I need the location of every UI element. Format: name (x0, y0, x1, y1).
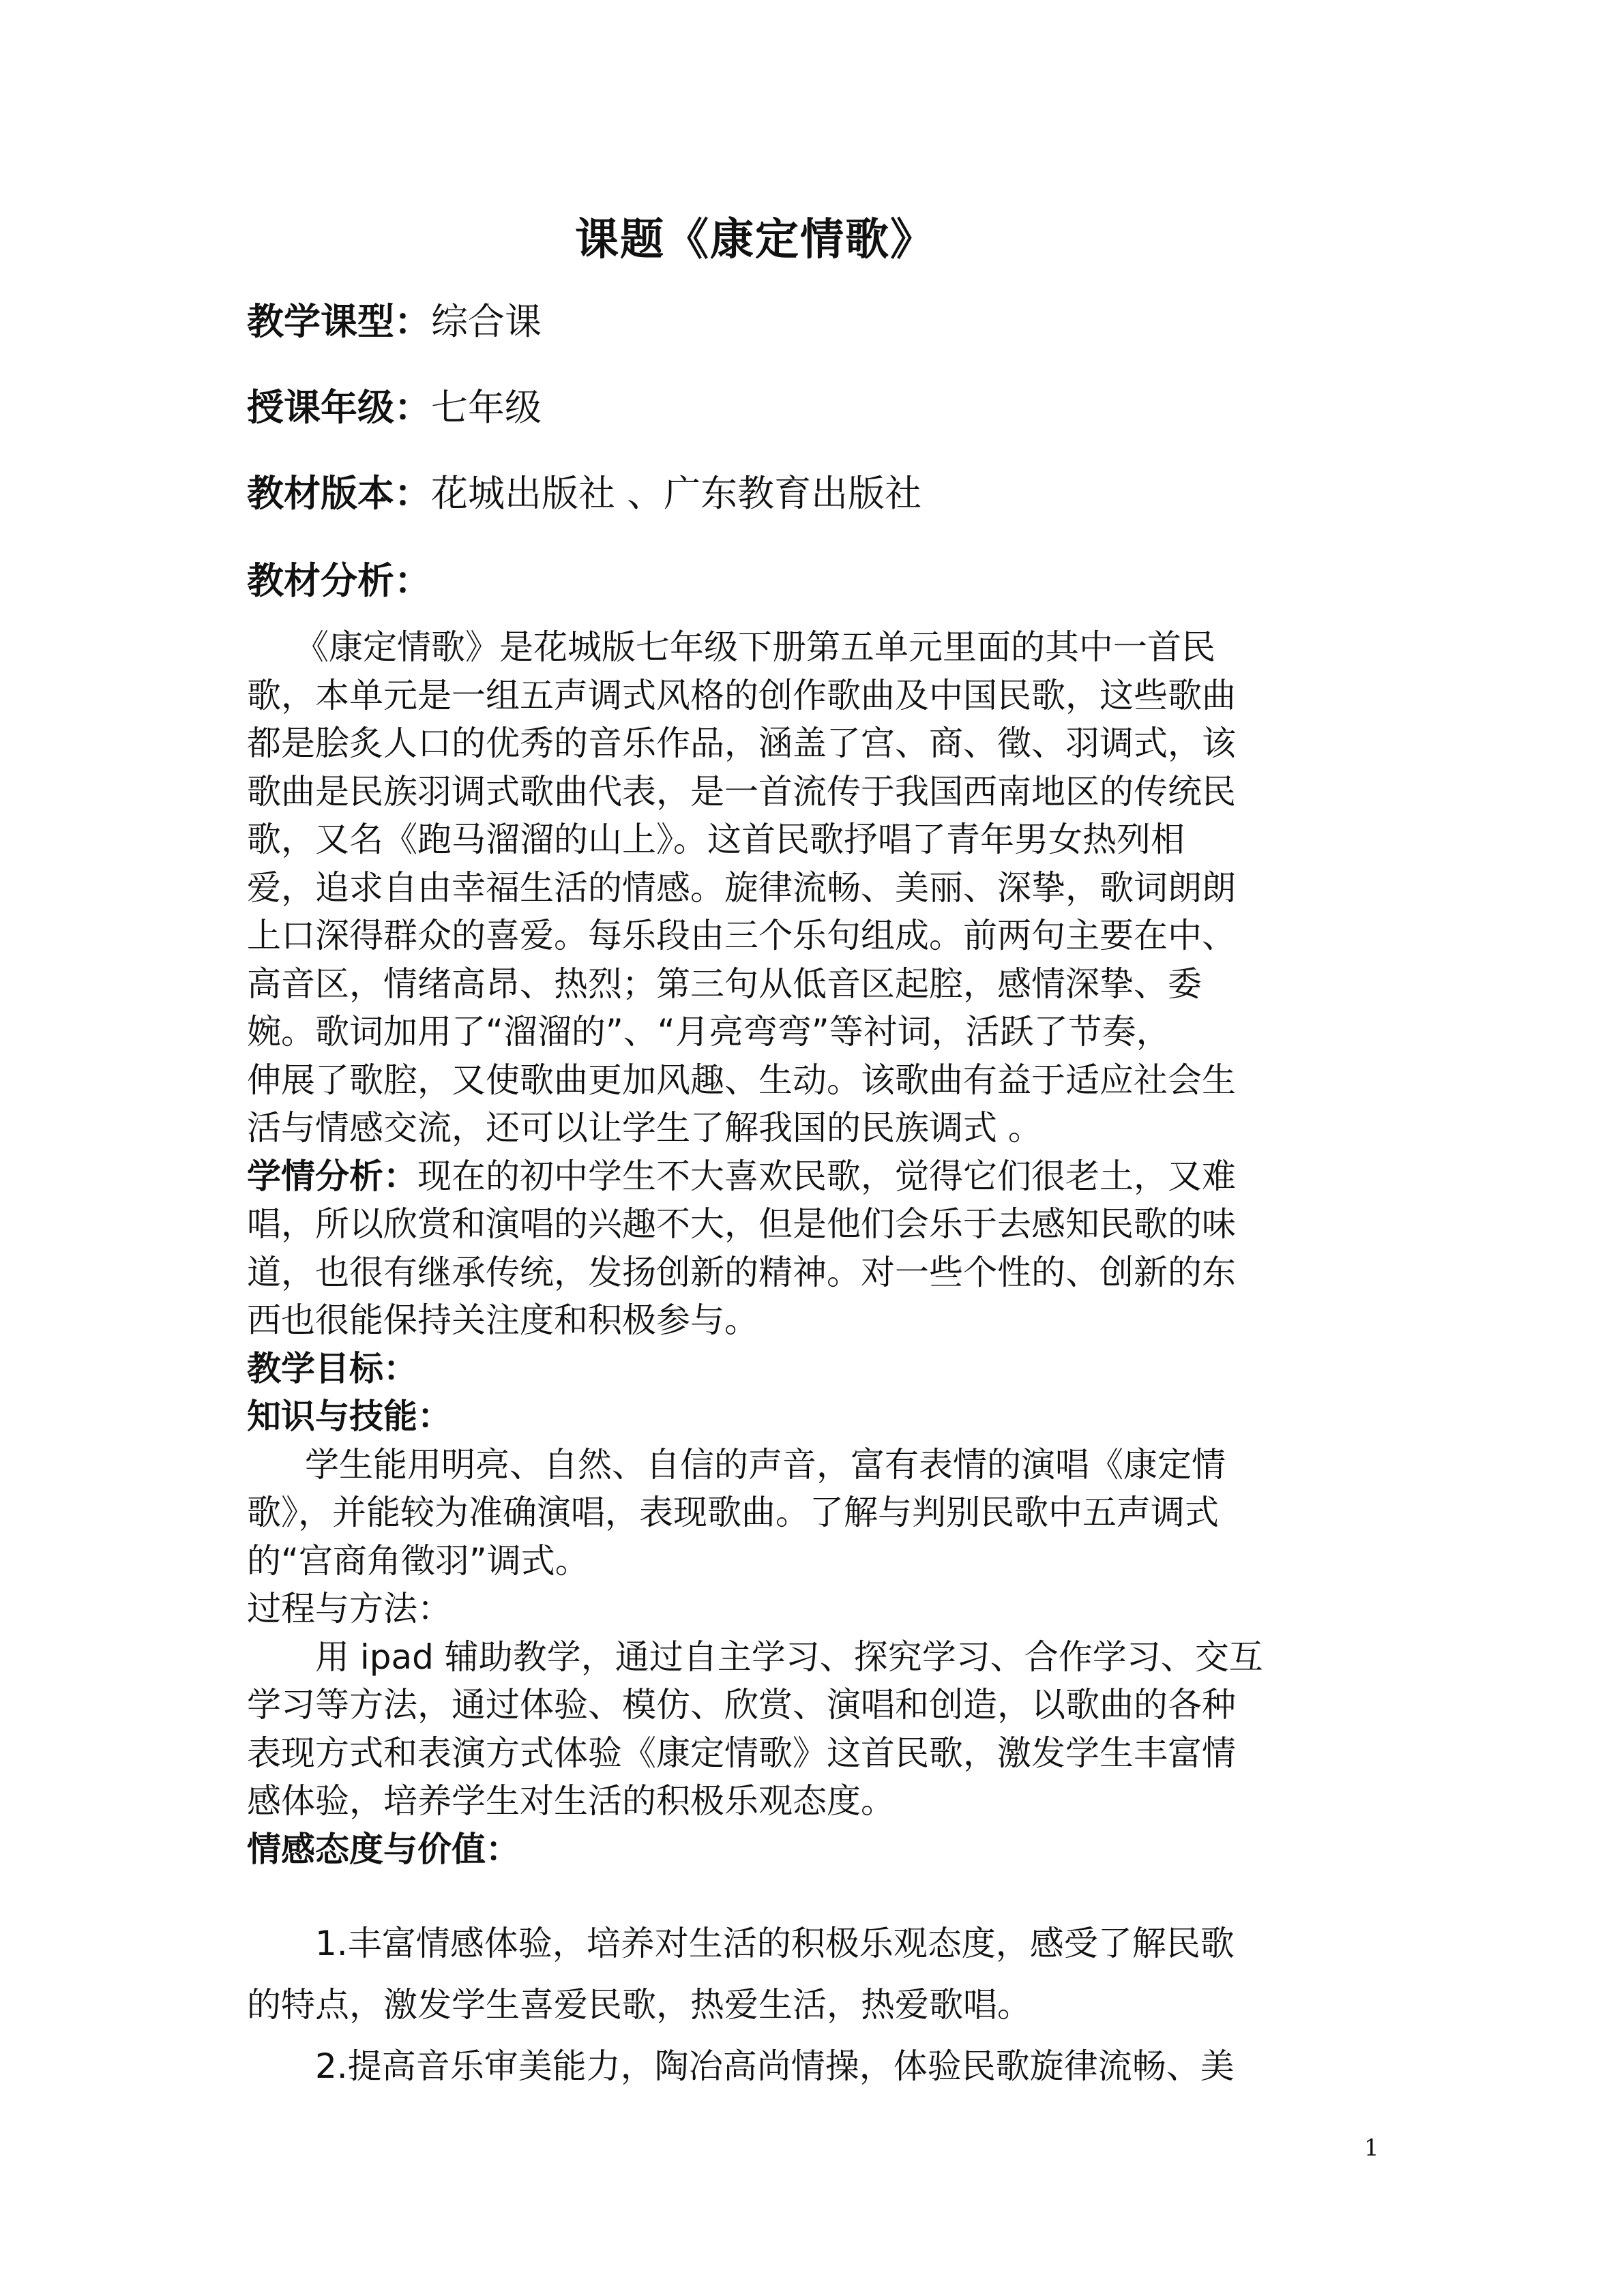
objectives-heading: 教学目标： (247, 1348, 417, 1388)
analysis-heading-line (247, 554, 431, 608)
analysis-line: 高音区，情绪高昂、热烈；第三句从低音区起腔，感情深挚、委 (247, 964, 1202, 1004)
knowledge-line: 的“宫商角徵羽”调式。 (247, 1540, 589, 1581)
knowledge-line: 歌》，并能较为准确演唱，表现歌曲。了解与判别民歌中五声调式 (247, 1493, 1219, 1532)
analysis-heading: 教材分析： (247, 559, 431, 602)
process-line: 感体验，培养学生对生活的积极乐观态度。 (247, 1781, 895, 1821)
analysis-line: 《康定情歌》是花城版七年级下册第五单元里面的其中一首民 (295, 627, 1215, 667)
analysis-line: 歌曲是民族羽调式歌曲代表，是一首流传于我国西南地区的传统民 (247, 771, 1236, 811)
analysis-line: 都是脍炙人口的优秀的音乐作品，涵盖了宫、商、徵、羽调式，该 (247, 724, 1236, 763)
emotion-line: 1.丰富情感体验，培养对生活的积极乐观态度，感受了解民歌 (315, 1924, 1235, 1963)
edition-line (247, 466, 921, 521)
page-title: 课题《康定情歌》 (575, 215, 935, 265)
edition-label: 教材版本： (247, 472, 431, 515)
knowledge-line: 学生能用明亮、自然、自信的声音，富有表情的演唱《康定情 (305, 1444, 1226, 1485)
edition-value: 花城出版社 、广东教育出版社 (431, 472, 922, 515)
students-line: 西也很能保持关注度和积极参与。 (247, 1300, 758, 1340)
emotion-goals (247, 1913, 1365, 2097)
grade-line (247, 381, 542, 435)
students-line (247, 1152, 1365, 1201)
students-line: 道，也很有继承传统，发扬创新的精神。对一些个性的、创新的东 (247, 1252, 1236, 1292)
process-line: 用 ipad 辅助教学，通过自主学习、探究学习、合作学习、交互 (315, 1637, 1263, 1677)
emotion-line: 的特点，激发学生喜爱民歌，热爱生活，热爱歌唱。 (247, 1985, 1031, 2025)
process-heading: 过程与方法： (247, 1589, 452, 1628)
knowledge-heading: 知识与技能： (247, 1397, 452, 1436)
analysis-line: 婉。歌词加用了“溜溜的”、“月亮弯弯”等衬词，活跃了节奏， (247, 1012, 1170, 1052)
page-number: 1 (1364, 2134, 1379, 2162)
analysis-line: 活与情感交流，还可以让学生了解我国的民族调式 。 (247, 1108, 1042, 1148)
emotion-heading: 情感态度与价值： (247, 1829, 520, 1869)
process-line: 学习等方法，通过体验、模仿、欣赏、演唱和创造，以歌曲的各种 (247, 1685, 1236, 1725)
process-line: 表现方式和表演方式体验《康定情歌》这首民歌，激发学生丰富情 (247, 1733, 1236, 1773)
grade-value: 七年级 (431, 386, 542, 429)
students-line: 唱，所以欣赏和演唱的兴趣不大，但是他们会乐于去感知民歌的味 (247, 1204, 1236, 1244)
emotion-line: 2.提高音乐审美能力，陶冶高尚情操，体验民歌旋律流畅、美 (315, 2046, 1235, 2086)
analysis-line: 上口深得群众的喜爱。每乐段由三个乐句组成。前两句主要在中、 (247, 916, 1236, 955)
analysis-line: 歌，本单元是一组五声调式风格的创作歌曲及中国民歌，这些歌曲 (247, 675, 1236, 715)
students-text: 现在的初中学生不大喜欢民歌，觉得它们很老土，又难 (417, 1156, 1236, 1196)
students-label: 学情分析： (247, 1156, 417, 1196)
lesson-type-label: 教学课型： (247, 300, 431, 343)
analysis-line: 歌，又名《跑马溜溜的山上》。这首民歌抒唱了青年男女热列相 (247, 820, 1185, 859)
lesson-type-value: 综合课 (431, 300, 542, 343)
analysis-line: 爱，追求自由幸福生活的情感。旋律流畅、美丽、深挚，歌词朗朗 (247, 867, 1236, 908)
lesson-type-line (247, 295, 542, 349)
analysis-line: 伸展了歌腔，又使歌曲更加风趣、生动。该歌曲有益于适应社会生 (247, 1060, 1236, 1100)
grade-label: 授课年级： (247, 386, 431, 429)
analysis-paragraph (247, 623, 1365, 1873)
